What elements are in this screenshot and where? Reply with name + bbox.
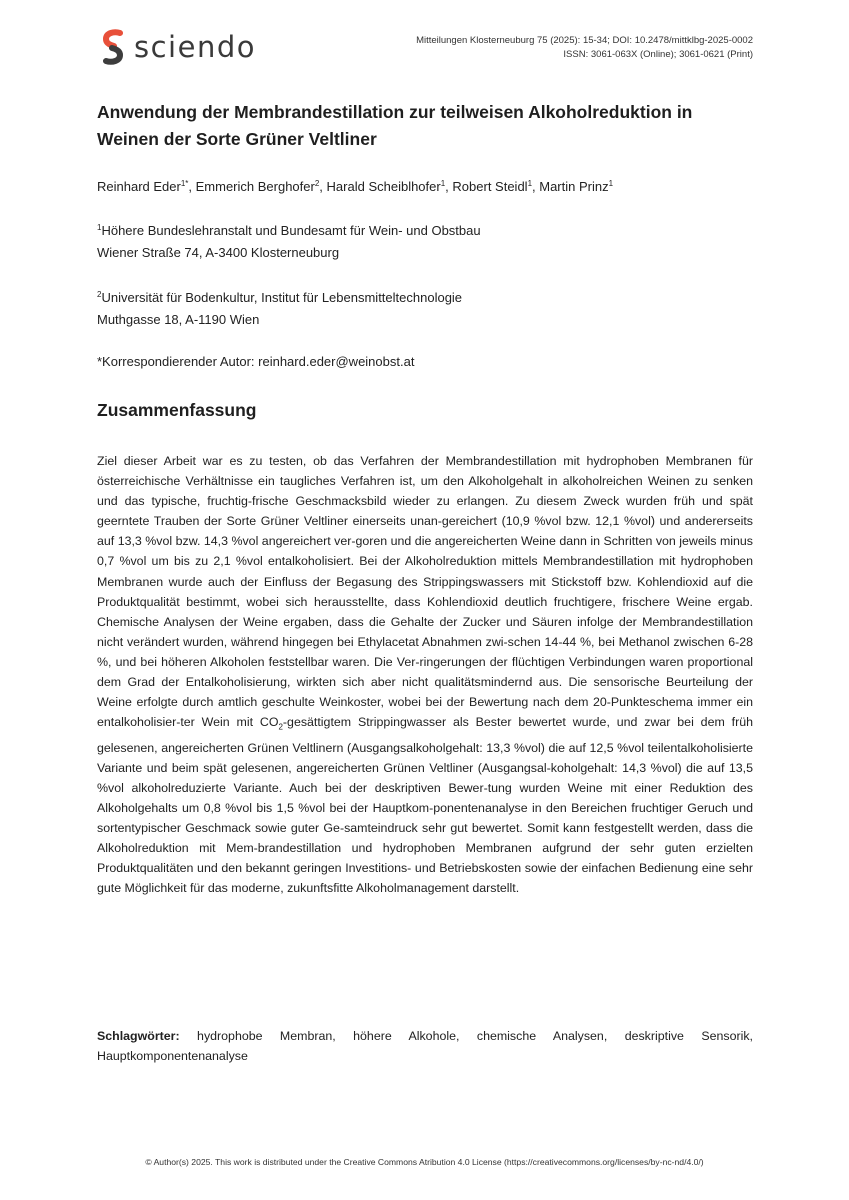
affiliation-sup: 2 xyxy=(97,290,102,299)
affiliation-address: Wiener Straße 74, A-3400 Klosterneuburg xyxy=(97,245,340,260)
affiliation-address: Muthgasse 18, A-1190 Wien xyxy=(97,312,260,327)
journal-citation: Mitteilungen Klosterneuburg 75 (2025): 15-34; DOI: 10.2478/mittklbg-2025-0002 xyxy=(416,35,753,46)
issn: ISSN: 3061-063X (Online); 3061-0621 (Print) xyxy=(563,49,753,60)
author-sup: 2 xyxy=(314,179,320,188)
affiliation-1 xyxy=(97,220,481,264)
affiliation-line: Höhere Bundeslehranstalt und Bundesamt für Wein- und Obstbau xyxy=(101,223,481,238)
author-sup: 1 xyxy=(608,179,614,188)
affiliation-line: Universität für Bodenkultur, Institut für Lebensmitteltechnologie xyxy=(101,290,463,305)
author-sep: , xyxy=(532,179,540,194)
keywords-text: hydrophobe Membran, höhere Alkohole, chemische Analysen, deskriptive Sensorik, Hauptkomponentenanalyse xyxy=(97,1029,753,1064)
affiliation-2 xyxy=(97,287,462,331)
abstract-part-1: Ziel dieser Arbeit war es zu testen, ob das Verfahren der Membrandestillation mit hydrophoben Membranen für österreichische Verhältnisse ein taugliches Verfahren ist, um den Alkoholgehalt in alkoholreichen Weinen zu senken und das typische, fruchtig-frische Geschmacksbild wieder zu erlangen. Zu diesem Zweck wurden früh und spät geerntete Trauben der Sorte Grüner Veltliner einerseits unan-gereichert (10,9 %vol bzw. 12,1 %vol) und andererseits auf 13,3 %vol bzw. 14,3 %vol angereichert ver-goren und die angereicherten Weine dann in Schritten von jeweils minus 0,7 %vol um bis zu 2,1 %vol entalkoholisiert. Bei der Alkoholreduktion mittels Membrandestillation mit hydrophoben Membranen wurde auch der Einfluss der Begasung des Strippingswassers mit Stickstoff bzw. Kohlendioxid auf die Produktqualität bestimmt, wobei sich herausstellte, dass Kohlendioxid deutlich fruchtigere, frischere Weine ergab. Chemische Analysen der Weine ergaben, dass die Gehalte der Zucker und Säuren infolge der Membrandestillation nicht verändert wurden, während hingegen bei Ethylacetat Abnahmen zwi-schen 14-44 %, bei Methanol zwischen 6-28 %, und bei höheren Alkoholen feststellbar waren. Die Ver-ringerungen der flüchtigen Verbindungen waren proportional dem Grad der Entalkoholisierung, wirkten sich aber nicht qualitätsmindernd aus. Die sensorische Beurteilung der Weine erfolgte durch amtlich geschulte Weinkoster, wobei bei der Bewertung nach dem 20-Punkteschema immer ein entalkoholisier-ter Wein mit CO xyxy=(97,454,753,730)
license-footer: © Author(s) 2025. This work is distributed under the Creative Commons Atribution 4.0 License (https://creativecommons.org/licenses/by-nc-nd/4.0/) xyxy=(145,1157,704,1167)
author-sep: , xyxy=(319,179,327,194)
author-sep: , xyxy=(445,179,453,194)
author-sup: 1 xyxy=(440,179,446,188)
author-sup: 1 xyxy=(527,179,533,188)
publisher-logo xyxy=(100,28,256,66)
journal-meta xyxy=(416,34,753,62)
paper-title: Anwendung der Membrandestillation zur teilweisen Alkoholreduktion in Weinen der Sorte Grüner Veltliner xyxy=(97,102,693,149)
author-name: Reinhard Eder xyxy=(97,179,181,194)
keywords xyxy=(97,1026,753,1066)
corresponding-author: *Korrespondierender Autor: reinhard.eder@weinobst.at xyxy=(97,354,415,369)
abstract-subscript: 2 xyxy=(278,722,283,732)
author-name: Robert Steidl xyxy=(452,179,528,194)
author-sep: , xyxy=(188,179,196,194)
author-list xyxy=(97,179,613,194)
keywords-label: Schlagwörter: xyxy=(97,1029,180,1043)
author-name: Emmerich Berghofer xyxy=(195,179,315,194)
abstract-part-2: -gesättigtem Strippingwasser als Bester bewertet wurde, und zwar bei dem früh gelesenen, angereicherten Grünen Veltlinern (Ausgangsalkoholgehalt: 13,3 %vol) die auf 12,5 %vol teilentalkoholisierte Variante und beim spät gelesenen, angereicherten Grünen Veltliner (Ausgangsal-koholgehalt: 14,3 %vol) die auf 13,5 %vol alkoholreduzierte Variante. Auch bei der deskriptiven Bewer-tung wurden Weine mit einer Reduktion des Alkoholgehalts um 0,8 %vol bis 1,5 %vol bei der Hauptkom-ponentenanalyse in den Bereichen fruchtiger Geruch und sortentypischer Geschmack sowie guter Ge-samteindruck sehr gut bewertet. Somit kann festgestellt werden, dass die Alkoholreduktion mit Mem-brandestillation und hydrophoben Membranen aufgrund der sehr guten erzielten Produktqualitäten und den bekannt geringen Investitions- und Betriebskosten sowie der einfachen Bedienung eine sehr gute Möglichkeit für das moderne, zukunftsfitte Alkoholmanagement darstellt. xyxy=(97,715,753,896)
author-name: Harald Scheiblhofer xyxy=(326,179,441,194)
abstract-text xyxy=(97,451,753,899)
logo-text: sciendo xyxy=(134,30,256,64)
author-sup: 1* xyxy=(180,179,189,188)
sciendo-logo-icon xyxy=(100,29,126,65)
section-heading: Zusammenfassung xyxy=(97,400,257,420)
author-name: Martin Prinz xyxy=(539,179,609,194)
affiliation-sup: 1 xyxy=(97,223,102,232)
